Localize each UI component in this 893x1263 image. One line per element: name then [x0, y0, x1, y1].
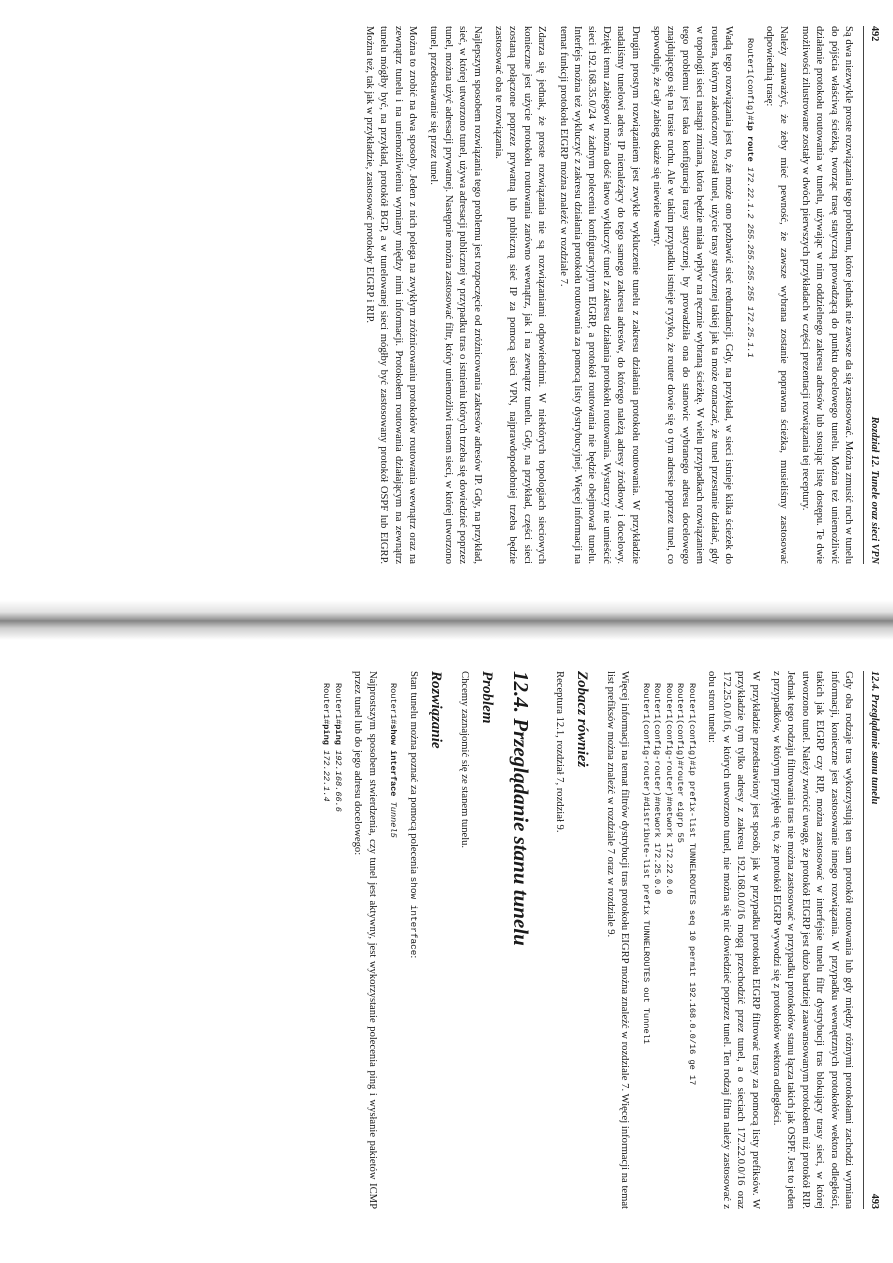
chapter-title: Rozdział 12. Tunele oraz sieci VPN — [869, 416, 880, 564]
code-prompt: Router1# — [321, 683, 332, 725]
code-line: Router1(config)#ip prefix-list TUNNELROUTES seq 10 permit 192.168.0.0/16 ge 17 — [687, 683, 698, 1086]
code-prompt: Router1# — [388, 683, 399, 725]
code-command: show interface — [388, 724, 399, 797]
solution-text-part: Stan tunelu można poznać za pomocą polecenia — [407, 671, 419, 877]
inline-command: show interface — [407, 876, 419, 956]
code-line: Router1(config-router)#network 172.22.0.0 — [663, 683, 674, 895]
solution-text — [405, 671, 419, 1209]
code-args: 192.168.66.6 — [332, 744, 343, 812]
code-prompt: Router1# — [332, 683, 343, 725]
code-line: Router1(config-router)#network 172.25.0.0 — [652, 683, 663, 895]
paragraph: Zdarza się jednak, że proste rozwiązania nie są rozwiązaniami odpowiednimi. W niektórych topologiach sieciowych konieczne jest użycie protokołu routowania zarówno wewnątrz, jak i na zewnątrz tunelu. Gdy, na przykład, części sieci zostaną połączone poprzez prywatną lub publiczną sieć IP za pomocą sieci VPN, najprawdopodobniej trzeba będzie zastosować oba te rozwiązania. — [493, 26, 548, 564]
paragraph: W przykładzie przedstawiony jest sposób, jak w przypadku protokołu EIGRP filtrować trasy za pomocą listy prefiksów. W przykładzie tym tylko adresy z zakresu 192.168.0.0/16 mogą przechodzić przez tunel, a o sieciach 172.22.0.0/16 oraz 172.25.0.0/16, w których utworzono tunel, nie można się nic dowiedzieć poprzez tunel. Ten rodzaj filtra należy zastosować z obu stron tunelu: — [706, 671, 761, 1209]
code-command: ping — [321, 724, 332, 745]
code-prompt: Router1(config)# — [744, 38, 755, 121]
solution-heading: Rozwiązanie — [428, 671, 445, 749]
code-block — [320, 683, 343, 1209]
paragraph: Więcej informacji na temat filtrów dystrybucji tras protokołu EIGRP można znaleźć w rozdziale 7. Więcej informacji na temat list prefiksów można znaleźć w rozdziale 7 oraz w rozdziale 9. — [604, 671, 631, 1209]
see-also-heading: Zobacz również — [574, 671, 591, 768]
paragraph: Należy zauważyć, że żeby mieć pewność, że zawsze wybrana zostanie poprawna ścieżka, musieliśmy zastosować odpowiednią trasę: — [764, 26, 790, 564]
code-command: ping — [332, 724, 343, 745]
paragraph: Najlepszym sposobem rozwiązania tego problemu jest rozpoczęcie od zróżnicowania zakresów adresów IP. Gdy, na przykład, sieć, w której utworzono tunel, używa adresacji publicznej w przypadku tras o istnieniu których trzeba się dowiedzieć poprzez tunel, można użyć adresacji prywatnej. Następnie można zastosować filtr, który uniemożliwi trasom sieci, w której utworzono tunel, przedostawanie się przez tunel. — [428, 26, 483, 564]
code-line — [331, 683, 343, 1209]
paragraph: Wadą tego rozwiązania jest to, że może ono pozbawić sieć redundancji. Gdy, na przykład, w sieci istnieje kilka ścieżek do routera, którym zakończony został tunel, użycie trasy statycznej takiej jak ta może oznaczać, że tunel przestanie działać, gdy w topologii sieci nastąpi zmiana, która będzie miała wpływ na ręcznie wybraną ścieżkę. W wielu przypadkach rozwiązaniem tego problemu jest taka konfiguracja trasy statycznej, by prowadziła ona do stanowic wybranego adresu docelowego znajdującego się na trasie ruchu. Ale w takim przypadku istnieje ryzyko, że router dowie się o tym adresie poprzez tunel, co spowoduje, że cały zabieg okaże się niewiele warty. — [651, 26, 735, 564]
see-also-text: Receptura 12.1, rozdział 7, rozdział 9. — [553, 671, 565, 833]
paragraph: Drugim prostym rozwiązaniem jest zwykle wykluczenie tunelu z zakresu działania protokołu routowania. W przykładzie nadaliśmy tunelowi adres IP nienależący do tego samego zakresu adresów, do którego należą adresy źródłowy i docelowy. Dzięki temu zabiegowi można dość łatwo wykluczyć tunel z zakresu działania protokołu routowania. Wystarczy nie umieścić sieci 192.168.35.0/24 w żadnym poleceniu konfiguracyjnym EIGRP, a protokół routowania nie będzie obejmował tunelu. Interfejs można też wykluczyć z zakresu działania protokołu routowania za pomocą listy dystrybucyjnej. Więcej informacji na temat funkcji protokołu EIGRP można znaleźć w rozdziale 7. — [557, 26, 641, 564]
code-line: Router1(config)#router eigrp 55 — [675, 683, 686, 843]
problem-heading: Problem — [478, 671, 495, 724]
code-block — [387, 683, 399, 1209]
code-line: Router1(config-router)#distribute-list prefix TUNNELROUTES out Tunnel1 — [640, 683, 651, 1044]
code-args: 172.22.1.4 — [321, 744, 332, 802]
code-block — [743, 38, 755, 564]
paragraph: Można to zrobić na dwa sposoby. Jeden z nich polega na zwykłym zróżnicowaniu protokołów routowania wewnątrz oraz na zewnątrz tunelu i na uniemożliwieniu wymiany między nimi informacji. Protokołem routowania działającym na zewnątrz tunelu mógłby być, na przykład, protokół BGP, a w tunelowanej sieci mógłby być zastosowany protokół OSPF lub EIGRP. Można też, tak jak w przykładzie, zastosować protokoły EIGRP i RIP. — [363, 26, 418, 564]
paragraph: Najprostszym sposobem stwierdzenia, czy tunel jest aktywny, jest wykorzystanie polecenia ping i wysłanie pakietów ICMP przez tunel lub do jego adresu docelowego: — [352, 671, 378, 1209]
code-args: Tunnel5 — [388, 796, 399, 838]
running-header — [863, 671, 881, 1209]
book-binding-shadow — [0, 600, 893, 640]
page-number: 492 — [869, 26, 880, 42]
code-line — [320, 683, 332, 1209]
code-block — [639, 683, 697, 1209]
page-number: 493 — [869, 1193, 880, 1209]
section-running-title: 12.4. Przeglądanie stanu tunelu — [869, 671, 880, 805]
page-492 — [0, 0, 893, 590]
problem-text: Chcemy zaznajomić się ze stanem tunelu. — [458, 671, 470, 849]
section-heading: 12.4. Przeglądanie stanu tunelu — [509, 671, 534, 946]
page-493 — [0, 645, 893, 1235]
paragraph: Są dwa niezwykle proste rozwiązania tego problemu, które jednak nie zawsze da się zastosować. Można zmusić ruch w tunelu do pójścia właściwą ścieżką, tworząc trasę statyczną prowadzącą do punktu docelowego tunelu. Można też uniemożliwić działanie protokołu routowania w tunelu, używając w nim oddzielnego zakresu adresów lub stosując listę dostępu. Te dwie możliwości zilustrowane zostały w dwóch pierwszych przykładach w części prezentacji rozwiązania tej receptury. — [799, 26, 855, 564]
solution-text-part: : — [407, 955, 419, 959]
paragraph: Gdy oba rodzaje tras wykorzystują ten sam protokół routowania lub gdy między różnymi protokołami zachodzi wymiana informacji, konieczne jest zastosowanie innego rozwiązania. W przypadku wewnętrznych protokołów wektora odległości, takich jak EIGRP czy RIP, można zastosować w interfejsie tunelu filtr dystrybucji tras blokujący trasy sieci, w której utworzono tunel. Należy zwrócić uwagę, że protokół EIGRP jest dużo bardziej zaawansowanym protokołem niż protokół RIP. Jednak tego rodzaju filtrowania tras nie można zastosować w przypadku protokołów stanu łącza takich jak OSPF. Jest to jeden z przypadków, w którym przyjęło się to, że protokół EIGRP wywodzi się z protokołów wektora odległości. — [771, 671, 855, 1209]
code-args: 172.22.1.2 255.255.255.255 172.25.1.1 — [744, 161, 755, 358]
running-header — [863, 26, 881, 564]
code-command: ip route — [744, 120, 755, 162]
